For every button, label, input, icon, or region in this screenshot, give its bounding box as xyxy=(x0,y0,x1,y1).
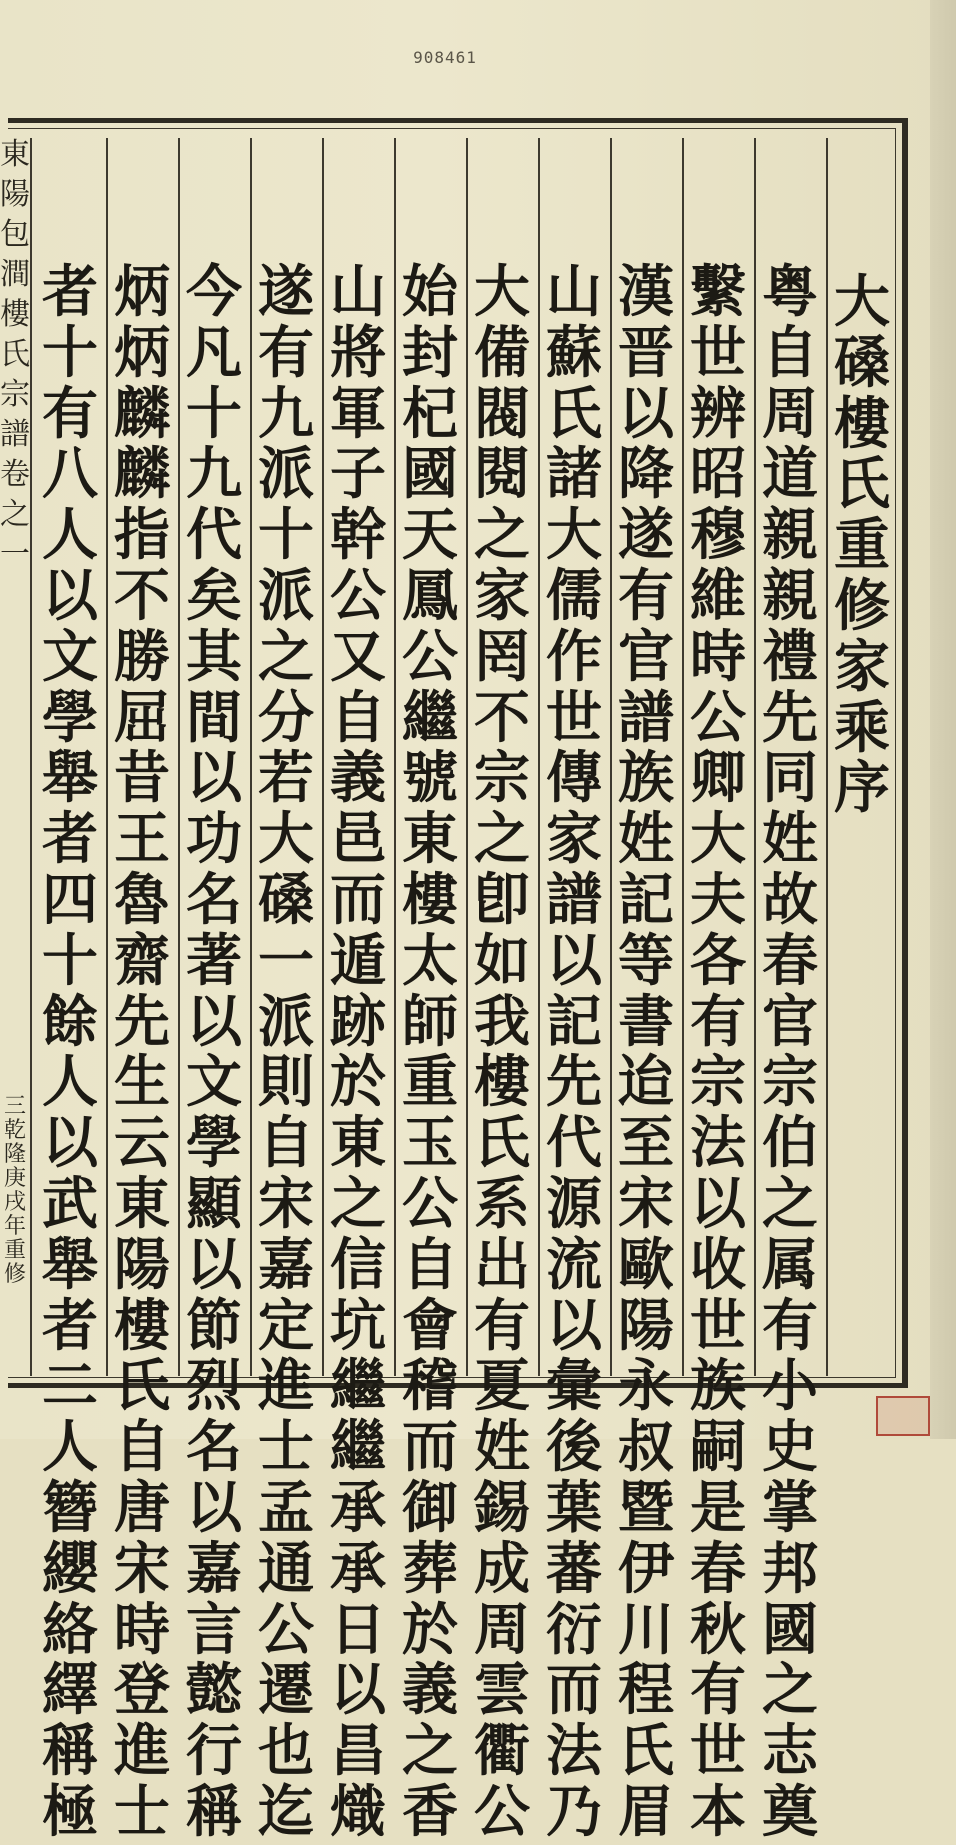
column-rule xyxy=(754,138,756,1376)
column-rule xyxy=(826,138,828,1376)
library-seal-stamp xyxy=(876,1396,930,1436)
text-column: 粤 自 周 道 親 親 禮 先 同 姓 故 春 官 宗 伯 之 属 有 小 史 掌 邦 國 之 志 奠 xyxy=(762,259,818,1845)
column-rule xyxy=(250,138,252,1376)
text-column: 炳 炳 麟 麟 指 不 勝 屈 昔 王 魯 齋 先 生 云 東 陽 樓 氏 自 唐 宋 時 登 進 士 xyxy=(114,259,170,1845)
column-rule xyxy=(178,138,180,1376)
column-rule xyxy=(682,138,684,1376)
text-column: 繫 世 辨 昭 穆 維 時 公 卿 大 夫 各 有 宗 法 以 收 世 族 嗣 是 春 秋 有 世 本 xyxy=(690,259,746,1845)
catalog-number: 908461 xyxy=(413,48,477,67)
page-edge xyxy=(930,0,956,1439)
column-rule xyxy=(610,138,612,1376)
preface-title: 大 磉 樓 氏 重 修 家 乘 序 xyxy=(834,269,890,822)
column-rule xyxy=(322,138,324,1376)
text-column: 大 備 閥 閱 之 家 罔 不 宗 之 卽 如 我 樓 氏 系 出 有 夏 姓 錫 成 周 雲 衢 公 xyxy=(474,259,530,1845)
text-column: 始 封 杞 國 天 鳳 公 繼 號 東 樓 太 師 重 玉 公 自 會 稽 而 御 葬 於 義 之 香 xyxy=(402,259,458,1845)
text-column: 漢 晋 以 降 遂 有 官 譜 族 姓 記 等 書 迨 至 宋 歐 陽 永 叔 暨 伊 川 程 氏 眉 xyxy=(618,259,674,1845)
text-column: 山 將 軍 子 幹 公 又 自 義 邑 而 遁 跡 於 東 之 信 坑 繼 繼 承 承 日 以 昌 熾 xyxy=(330,259,386,1845)
spine-separator xyxy=(30,138,32,1376)
column-rule xyxy=(394,138,396,1376)
column-rule xyxy=(466,138,468,1376)
column-rule xyxy=(106,138,108,1376)
text-column: 者 十 有 八 人 以 文 學 舉 者 四 十 餘 人 以 武 舉 者 二 人 簪 纓 絡 繹 稱 極 xyxy=(42,259,98,1845)
text-column: 今 凡 十 九 代 矣 其 間 以 功 名 著 以 文 學 顯 以 節 烈 名 以 嘉 言 懿 行 稱 xyxy=(186,259,242,1845)
spine-title: 東 陽 包 澗 樓 氏 宗 譜 卷 之 一 xyxy=(0,137,30,572)
edition-note: 三 乾 隆 庚 戌 年 重 修 xyxy=(3,1094,26,1287)
text-column: 山 蘇 氏 諸 大 儒 作 世 傳 家 譜 以 記 先 代 源 流 以 彙 後 葉 蕃 衍 而 法 乃 xyxy=(546,259,602,1845)
column-rule xyxy=(538,138,540,1376)
text-column: 遂 有 九 派 十 派 之 分 若 大 磉 一 派 則 自 宋 嘉 定 進 士 孟 通 公 遷 也 迄 xyxy=(258,259,314,1845)
